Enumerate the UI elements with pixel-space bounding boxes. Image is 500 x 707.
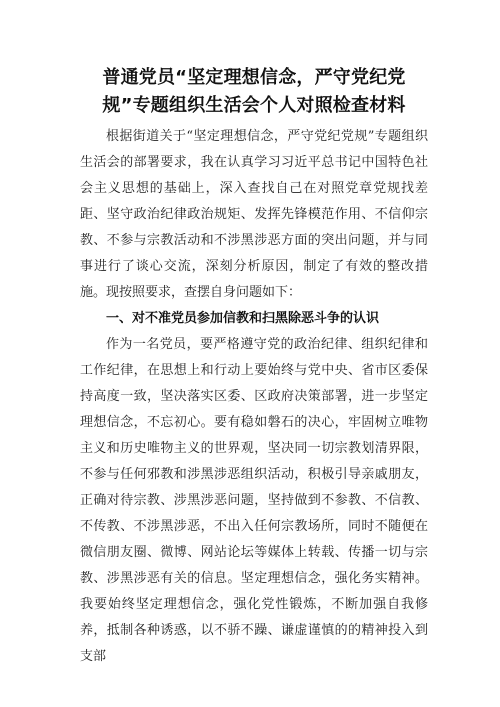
document-body bbox=[80, 124, 428, 670]
section-heading-1: 一、对不准党员参加信教和扫黑除恶斗争的认识 bbox=[106, 311, 380, 326]
document-title bbox=[80, 64, 428, 120]
title-line-2: 规”专题组织生活会个人对照检查材料 bbox=[102, 95, 406, 116]
title-line-1: 普通党员“坚定理想信念，严守党纪党 bbox=[102, 67, 406, 88]
intro-paragraph: 根据街道关于“坚定理想信念，严守党纪党规”专题组织生活会的部署要求，我在认真学习习近平总书记中国特色社会主义思想的基础上，深入查找自己在对照党章党规找差距、坚守政治纪律政治规矩、发挥先锋模范作用、不信仰宗教、不参与宗教活动和不涉黑涉恶方面的突出问题，并与同事进行了谈心交流，深刻分析原因，制定了有效的整改措施。现按照要求，查摆自身问题如下： bbox=[80, 129, 428, 300]
section-1-paragraph: 作为一名党员，要严格遵守党的政治纪律、组织纪律和工作纪律，在思想上和行动上要始终与党中央、省市区委保持高度一致，坚决落实区委、区政府决策部署，进一步坚定理想信念，不忘初心。要有稳如磐石的决心，牢固树立唯物主义和历史唯物主义的世界观，坚决同一切宗教划清界限，不参与任何邪教和涉黑涉恶组织活动，积极引导亲戚朋友，正确对待宗教、涉黑涉恶问题，坚持做到不参教、不信教、不传教、不涉黑涉恶，不出入任何宗教场所，同时不随便在微信朋友圈、微博、网站论坛等媒体上转载、传播一切与宗教、涉黑涉恶有关的信息。坚定理想信念，强化务实精神。我要始终坚定理想信念，强化党性锻炼，不断加强自我修养，抵制各种诱惑，以不骄不躁、谦虚谨慎的的精神投入到支部 bbox=[80, 337, 428, 664]
